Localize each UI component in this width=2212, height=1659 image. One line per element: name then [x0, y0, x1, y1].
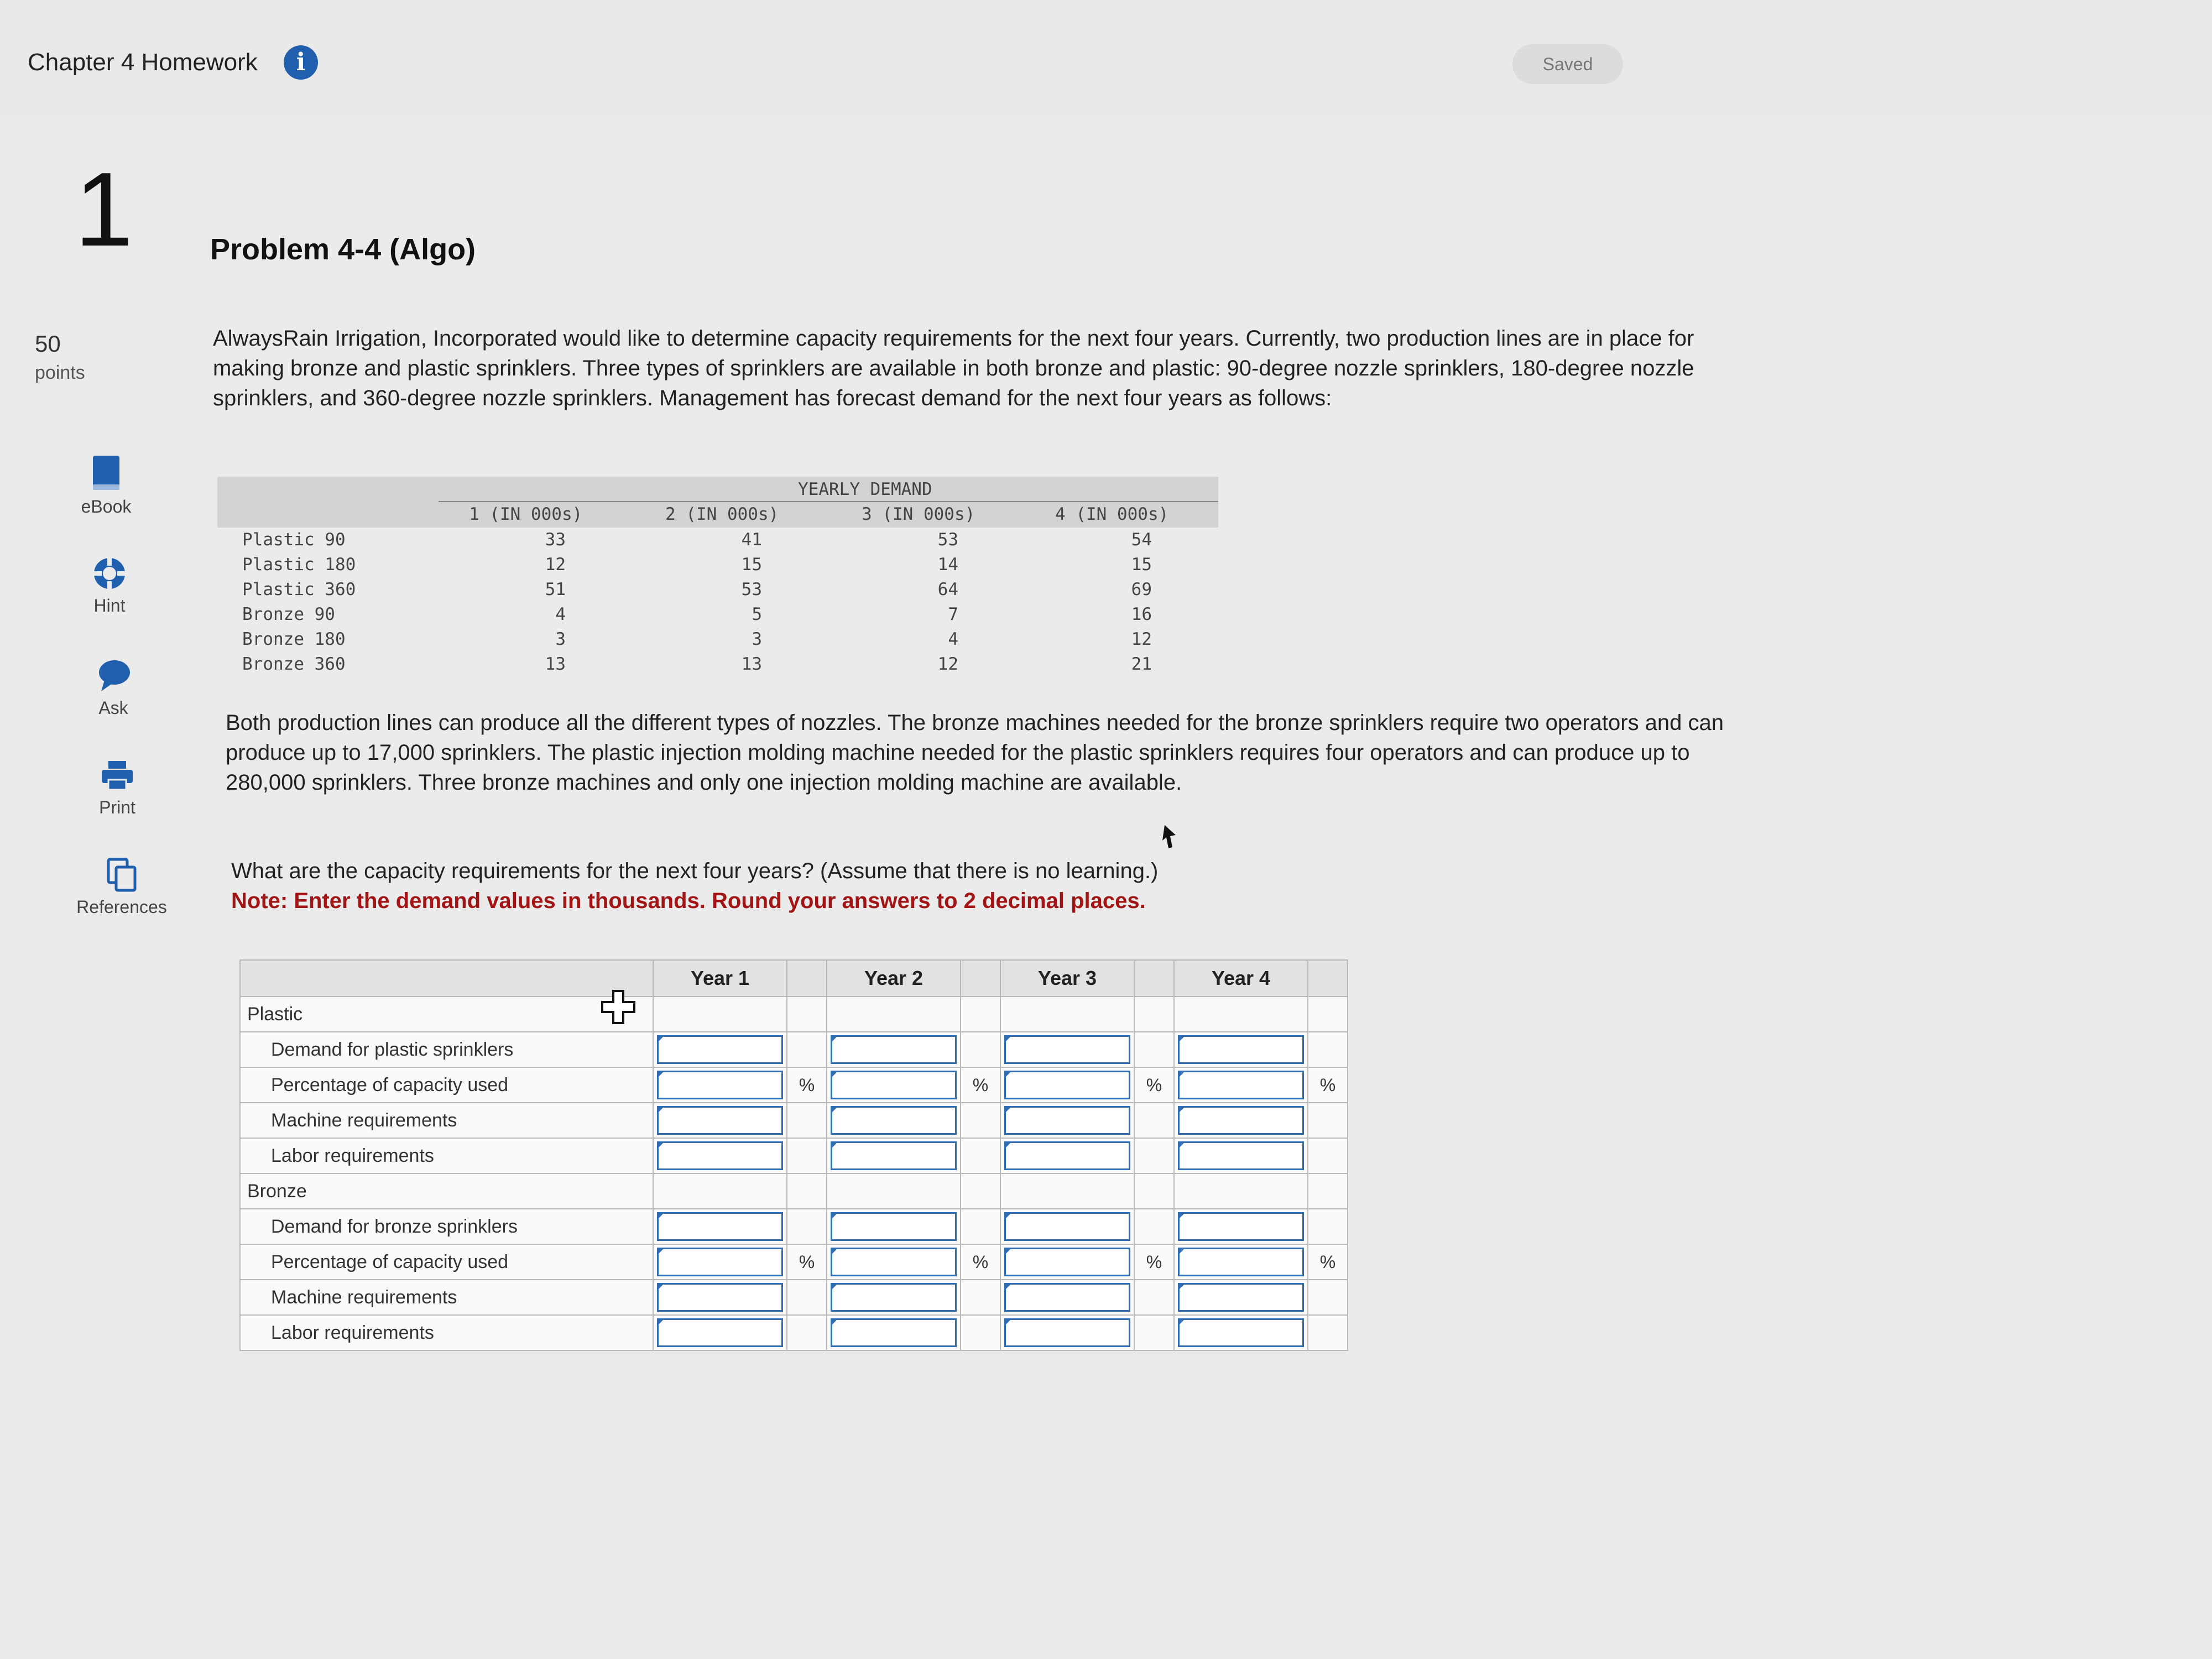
answer-input[interactable] — [1004, 1071, 1130, 1099]
demand-cell: 15 — [741, 555, 762, 575]
demand-cell: 7 — [948, 604, 958, 624]
demand-cell: 69 — [1131, 580, 1152, 599]
row-label: Demand for bronze sprinklers — [240, 1209, 653, 1244]
info-icon[interactable]: i — [284, 45, 318, 80]
demand-cell: 13 — [545, 654, 566, 674]
answer-input[interactable] — [831, 1141, 957, 1170]
body-text: Both production lines can produce all the different types of nozzles. The bronze machines needed for the bronze sprinklers require two operators and can produce up to 17,000 sprinklers. The plastic injection molding machine needed for the plastic sprinklers requires four operators and can produce up to 280,000 sprinklers. Three bronze machines and only one injection molding machine are available. — [226, 711, 1724, 795]
answer-input[interactable] — [831, 1248, 957, 1276]
answer-input[interactable] — [1004, 1318, 1130, 1347]
intro-paragraph — [213, 324, 1750, 413]
table-row — [240, 1280, 1348, 1315]
crosshair-cursor-icon — [600, 989, 637, 1025]
answer-input[interactable] — [657, 1283, 783, 1312]
demand-cell: 53 — [741, 580, 762, 599]
answer-input[interactable] — [1004, 1035, 1130, 1064]
percent-sign: % — [787, 1244, 827, 1280]
sidebar-item-print[interactable] — [51, 758, 184, 818]
pct-header-blank — [1308, 960, 1348, 997]
answer-input[interactable] — [831, 1071, 957, 1099]
assignment-title: Chapter 4 Homework — [28, 49, 258, 76]
demand-cell: 4 — [948, 629, 958, 649]
percent-sign: % — [787, 1067, 827, 1103]
chat-bubble-icon — [96, 658, 131, 693]
answer-input[interactable] — [1178, 1212, 1304, 1241]
answer-input[interactable] — [657, 1248, 783, 1276]
problem-title: Problem 4-4 (Algo) — [210, 233, 476, 266]
demand-cell: 5 — [752, 604, 762, 624]
answer-input[interactable] — [657, 1141, 783, 1170]
answer-input[interactable] — [831, 1283, 957, 1312]
percent-sign: % — [1308, 1067, 1348, 1103]
table-row — [240, 1032, 1348, 1067]
demand-row-label: Bronze 90 — [242, 604, 335, 624]
answer-input[interactable] — [1178, 1283, 1304, 1312]
table-row — [240, 1103, 1348, 1138]
table-row — [240, 1244, 1348, 1280]
demand-cell: 3 — [555, 629, 566, 649]
question-block — [231, 856, 1768, 916]
sidebar-item-ebook[interactable] — [40, 453, 173, 517]
answer-input[interactable] — [1178, 1071, 1304, 1099]
saved-status-badge: Saved — [1512, 44, 1623, 84]
demand-cell: 51 — [545, 580, 566, 599]
row-label: Demand for plastic sprinklers — [240, 1032, 653, 1067]
year-header: Year 3 — [1000, 960, 1134, 997]
section-row-plastic — [240, 997, 1348, 1032]
demand-row-label: Plastic 180 — [242, 555, 356, 575]
sidebar-item-hint[interactable] — [43, 556, 176, 616]
demand-cell: 3 — [752, 629, 762, 649]
row-label: Percentage of capacity used — [240, 1244, 653, 1280]
demand-cell: 53 — [937, 530, 958, 550]
percent-sign: % — [1134, 1244, 1174, 1280]
demand-header-divider — [439, 501, 1218, 502]
answer-input[interactable] — [657, 1318, 783, 1347]
row-label: Machine requirements — [240, 1280, 653, 1315]
demand-column-header: 1 (IN 000s) — [469, 504, 583, 524]
body-paragraph — [226, 708, 1763, 797]
answer-input[interactable] — [831, 1318, 957, 1347]
sidebar-item-label: Hint — [93, 596, 126, 615]
demand-column-header: 4 (IN 000s) — [1055, 504, 1169, 524]
question-text: What are the capacity requirements for the next four years? (Assume that there is no learning.) — [231, 859, 1159, 883]
points-value: 50 — [35, 331, 61, 357]
table-row — [240, 1209, 1348, 1244]
points-label: points — [35, 362, 85, 383]
row-label: Labor requirements — [240, 1138, 653, 1173]
year-header: Year 2 — [827, 960, 961, 997]
answer-input[interactable] — [831, 1035, 957, 1064]
percent-sign: % — [961, 1067, 1000, 1103]
answer-input[interactable] — [831, 1212, 957, 1241]
pct-header-blank — [1134, 960, 1174, 997]
demand-row-label: Bronze 180 — [242, 629, 346, 649]
demand-row-label: Plastic 90 — [242, 530, 346, 550]
demand-cell: 15 — [1131, 555, 1152, 575]
demand-cell: 16 — [1131, 604, 1152, 624]
answer-input[interactable] — [1178, 1318, 1304, 1347]
row-label: Machine requirements — [240, 1103, 653, 1138]
answer-input[interactable] — [1178, 1106, 1304, 1135]
sidebar-item-label: Ask — [98, 698, 128, 718]
percent-sign: % — [961, 1244, 1000, 1280]
section-label: Bronze — [240, 1173, 653, 1209]
percent-sign: % — [1308, 1244, 1348, 1280]
percent-sign: % — [1134, 1067, 1174, 1103]
note-text: Note: Enter the demand values in thousands. Round your answers to 2 decimal places. — [231, 889, 1146, 913]
top-bar — [0, 0, 2212, 119]
demand-cell: 14 — [937, 555, 958, 575]
question-number: 1 — [75, 151, 133, 268]
table-row — [240, 1067, 1348, 1103]
sidebar-item-label: eBook — [81, 497, 132, 517]
lifebuoy-icon — [92, 556, 127, 591]
demand-cell: 21 — [1131, 654, 1152, 674]
demand-group-header: YEARLY DEMAND — [798, 479, 932, 499]
answer-input[interactable] — [657, 1212, 783, 1241]
sidebar-item-ask[interactable] — [47, 658, 180, 718]
demand-cell: 12 — [1131, 629, 1152, 649]
year-header: Year 1 — [653, 960, 787, 997]
capacity-answer-table — [239, 959, 1348, 1351]
demand-column-header: 2 (IN 000s) — [665, 504, 779, 524]
demand-cell: 13 — [741, 654, 762, 674]
answer-header-blank — [240, 960, 653, 997]
demand-row-label: Bronze 360 — [242, 654, 346, 674]
demand-cell: 12 — [545, 555, 566, 575]
year-header: Year 4 — [1174, 960, 1308, 997]
table-row — [240, 1315, 1348, 1350]
book-icon — [90, 453, 123, 492]
answer-input[interactable] — [657, 1071, 783, 1099]
sidebar-item-references[interactable] — [55, 857, 188, 917]
section-label: Plastic — [240, 997, 653, 1032]
answer-input[interactable] — [1004, 1283, 1130, 1312]
answer-input[interactable] — [1004, 1212, 1130, 1241]
sidebar-item-label: References — [76, 897, 167, 917]
answer-input[interactable] — [1178, 1035, 1304, 1064]
demand-cell: 41 — [741, 530, 762, 550]
answer-header-row — [240, 960, 1348, 997]
demand-cell: 64 — [937, 580, 958, 599]
demand-column-header: 3 (IN 000s) — [862, 504, 975, 524]
table-row — [240, 1138, 1348, 1173]
demand-cell: 12 — [937, 654, 958, 674]
row-label: Percentage of capacity used — [240, 1067, 653, 1103]
row-label: Labor requirements — [240, 1315, 653, 1350]
printer-icon — [100, 758, 135, 793]
answer-input[interactable] — [1178, 1248, 1304, 1276]
answer-input[interactable] — [1004, 1141, 1130, 1170]
demand-cell: 33 — [545, 530, 566, 550]
pct-header-blank — [787, 960, 827, 997]
sidebar-item-label: Print — [99, 797, 135, 817]
demand-cell: 4 — [555, 604, 566, 624]
intro-text: AlwaysRain Irrigation, Incorporated would like to determine capacity requirements for the next four years. Currently, two production lines are in place for making bronze and plastic sprinklers. Three types of sprinklers are available in both bronze and plastic: 90-degree nozzle sprinklers, 180-degree nozzle sprinklers, and 360-degree nozzle sprinklers. Management has forecast demand for the next four years as follows: — [213, 326, 1694, 410]
copy-icon — [104, 857, 139, 893]
pct-header-blank — [961, 960, 1000, 997]
demand-row-label: Plastic 360 — [242, 580, 356, 599]
section-row-bronze — [240, 1173, 1348, 1209]
answer-input[interactable] — [657, 1035, 783, 1064]
demand-cell: 54 — [1131, 530, 1152, 550]
answer-input[interactable] — [657, 1106, 783, 1135]
answer-input[interactable] — [1004, 1106, 1130, 1135]
answer-input[interactable] — [1004, 1248, 1130, 1276]
answer-input[interactable] — [1178, 1141, 1304, 1170]
answer-input[interactable] — [831, 1106, 957, 1135]
pointer-cursor-icon — [1161, 824, 1178, 849]
